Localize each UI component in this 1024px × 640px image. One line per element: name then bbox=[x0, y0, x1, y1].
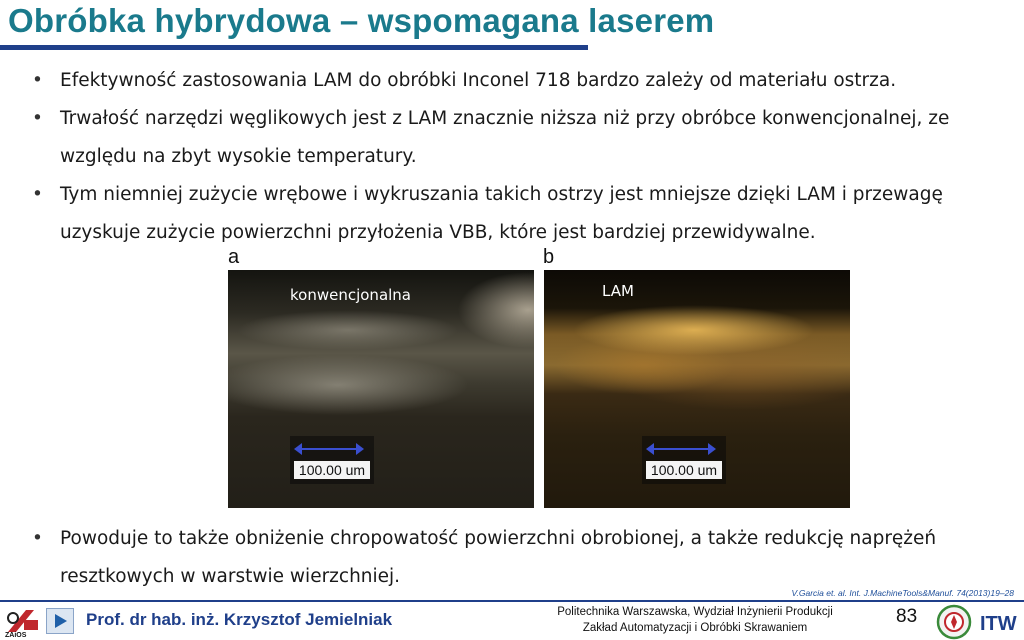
scale-bar bbox=[290, 436, 374, 484]
photo-conventional bbox=[228, 270, 534, 508]
play-icon[interactable] bbox=[46, 608, 74, 634]
itw-logo-icon bbox=[980, 608, 1020, 636]
scale-arrow-icon bbox=[296, 448, 362, 450]
university-seal-icon bbox=[936, 604, 972, 640]
bullet-item: • Tym niemniej zużycie wrębowe i wykruszania takich ostrzy jest mniejsze dzięki LAM i przewagę uzyskuje zużycie powierzchni przyłożenia VBB, które jest bardziej przewidywalne. bbox=[32, 176, 992, 252]
slide-title: Obróbka hybrydowa – wspomagana laserem bbox=[8, 2, 715, 39]
logo-text: ITW bbox=[980, 613, 1017, 635]
photo-lam bbox=[544, 270, 850, 508]
scale-bar bbox=[642, 436, 726, 484]
scale-text: 100.00 um bbox=[294, 461, 370, 479]
author-name: Prof. dr hab. inż. Krzysztof Jemielniak bbox=[86, 610, 393, 629]
title-underline bbox=[0, 45, 588, 50]
institution-line1: Politechnika Warszawska, Wydział Inżynierii Produkcji bbox=[557, 606, 833, 618]
figure-letter-b: b bbox=[543, 246, 555, 268]
bullet-item: • Trwałość narzędzi węglikowych jest z LAM znacznie niższa niż przy obróbce konwencjonalnej, ze względu na zbyt wysokie temperatury. bbox=[32, 100, 992, 176]
bullet-item: • Efektywność zastosowania LAM do obróbki Inconel 718 bardzo zależy od materiału ostrza. bbox=[32, 62, 992, 100]
bullet-list-top bbox=[32, 62, 992, 252]
institution-line2: Zakład Automatyzacji i Obróbki Skrawaniem bbox=[582, 622, 808, 634]
zaios-logo-icon bbox=[4, 606, 42, 638]
scale-text: 100.00 um bbox=[646, 461, 722, 479]
logo-text: ZAiOS bbox=[5, 632, 27, 638]
page-number: 83 bbox=[896, 606, 918, 627]
photo-label: konwencjonalna bbox=[290, 286, 411, 304]
bullet-item: • Powoduje to także obniżenie chropowatość powierzchni obrobionej, a także redukcję naprężeń resztkowych w warstwie wierzchniej. bbox=[32, 520, 992, 596]
figure-letter-a: a bbox=[228, 246, 240, 268]
citation: V.Garcia et. al. Int. J.MachineTools&Manuf. 74(2013)19–28 bbox=[791, 588, 1014, 598]
photo-label: LAM bbox=[602, 282, 634, 300]
scale-arrow-icon bbox=[648, 448, 714, 450]
footer bbox=[0, 602, 1024, 640]
bullet-list-bottom bbox=[32, 520, 992, 596]
institution bbox=[540, 604, 850, 636]
